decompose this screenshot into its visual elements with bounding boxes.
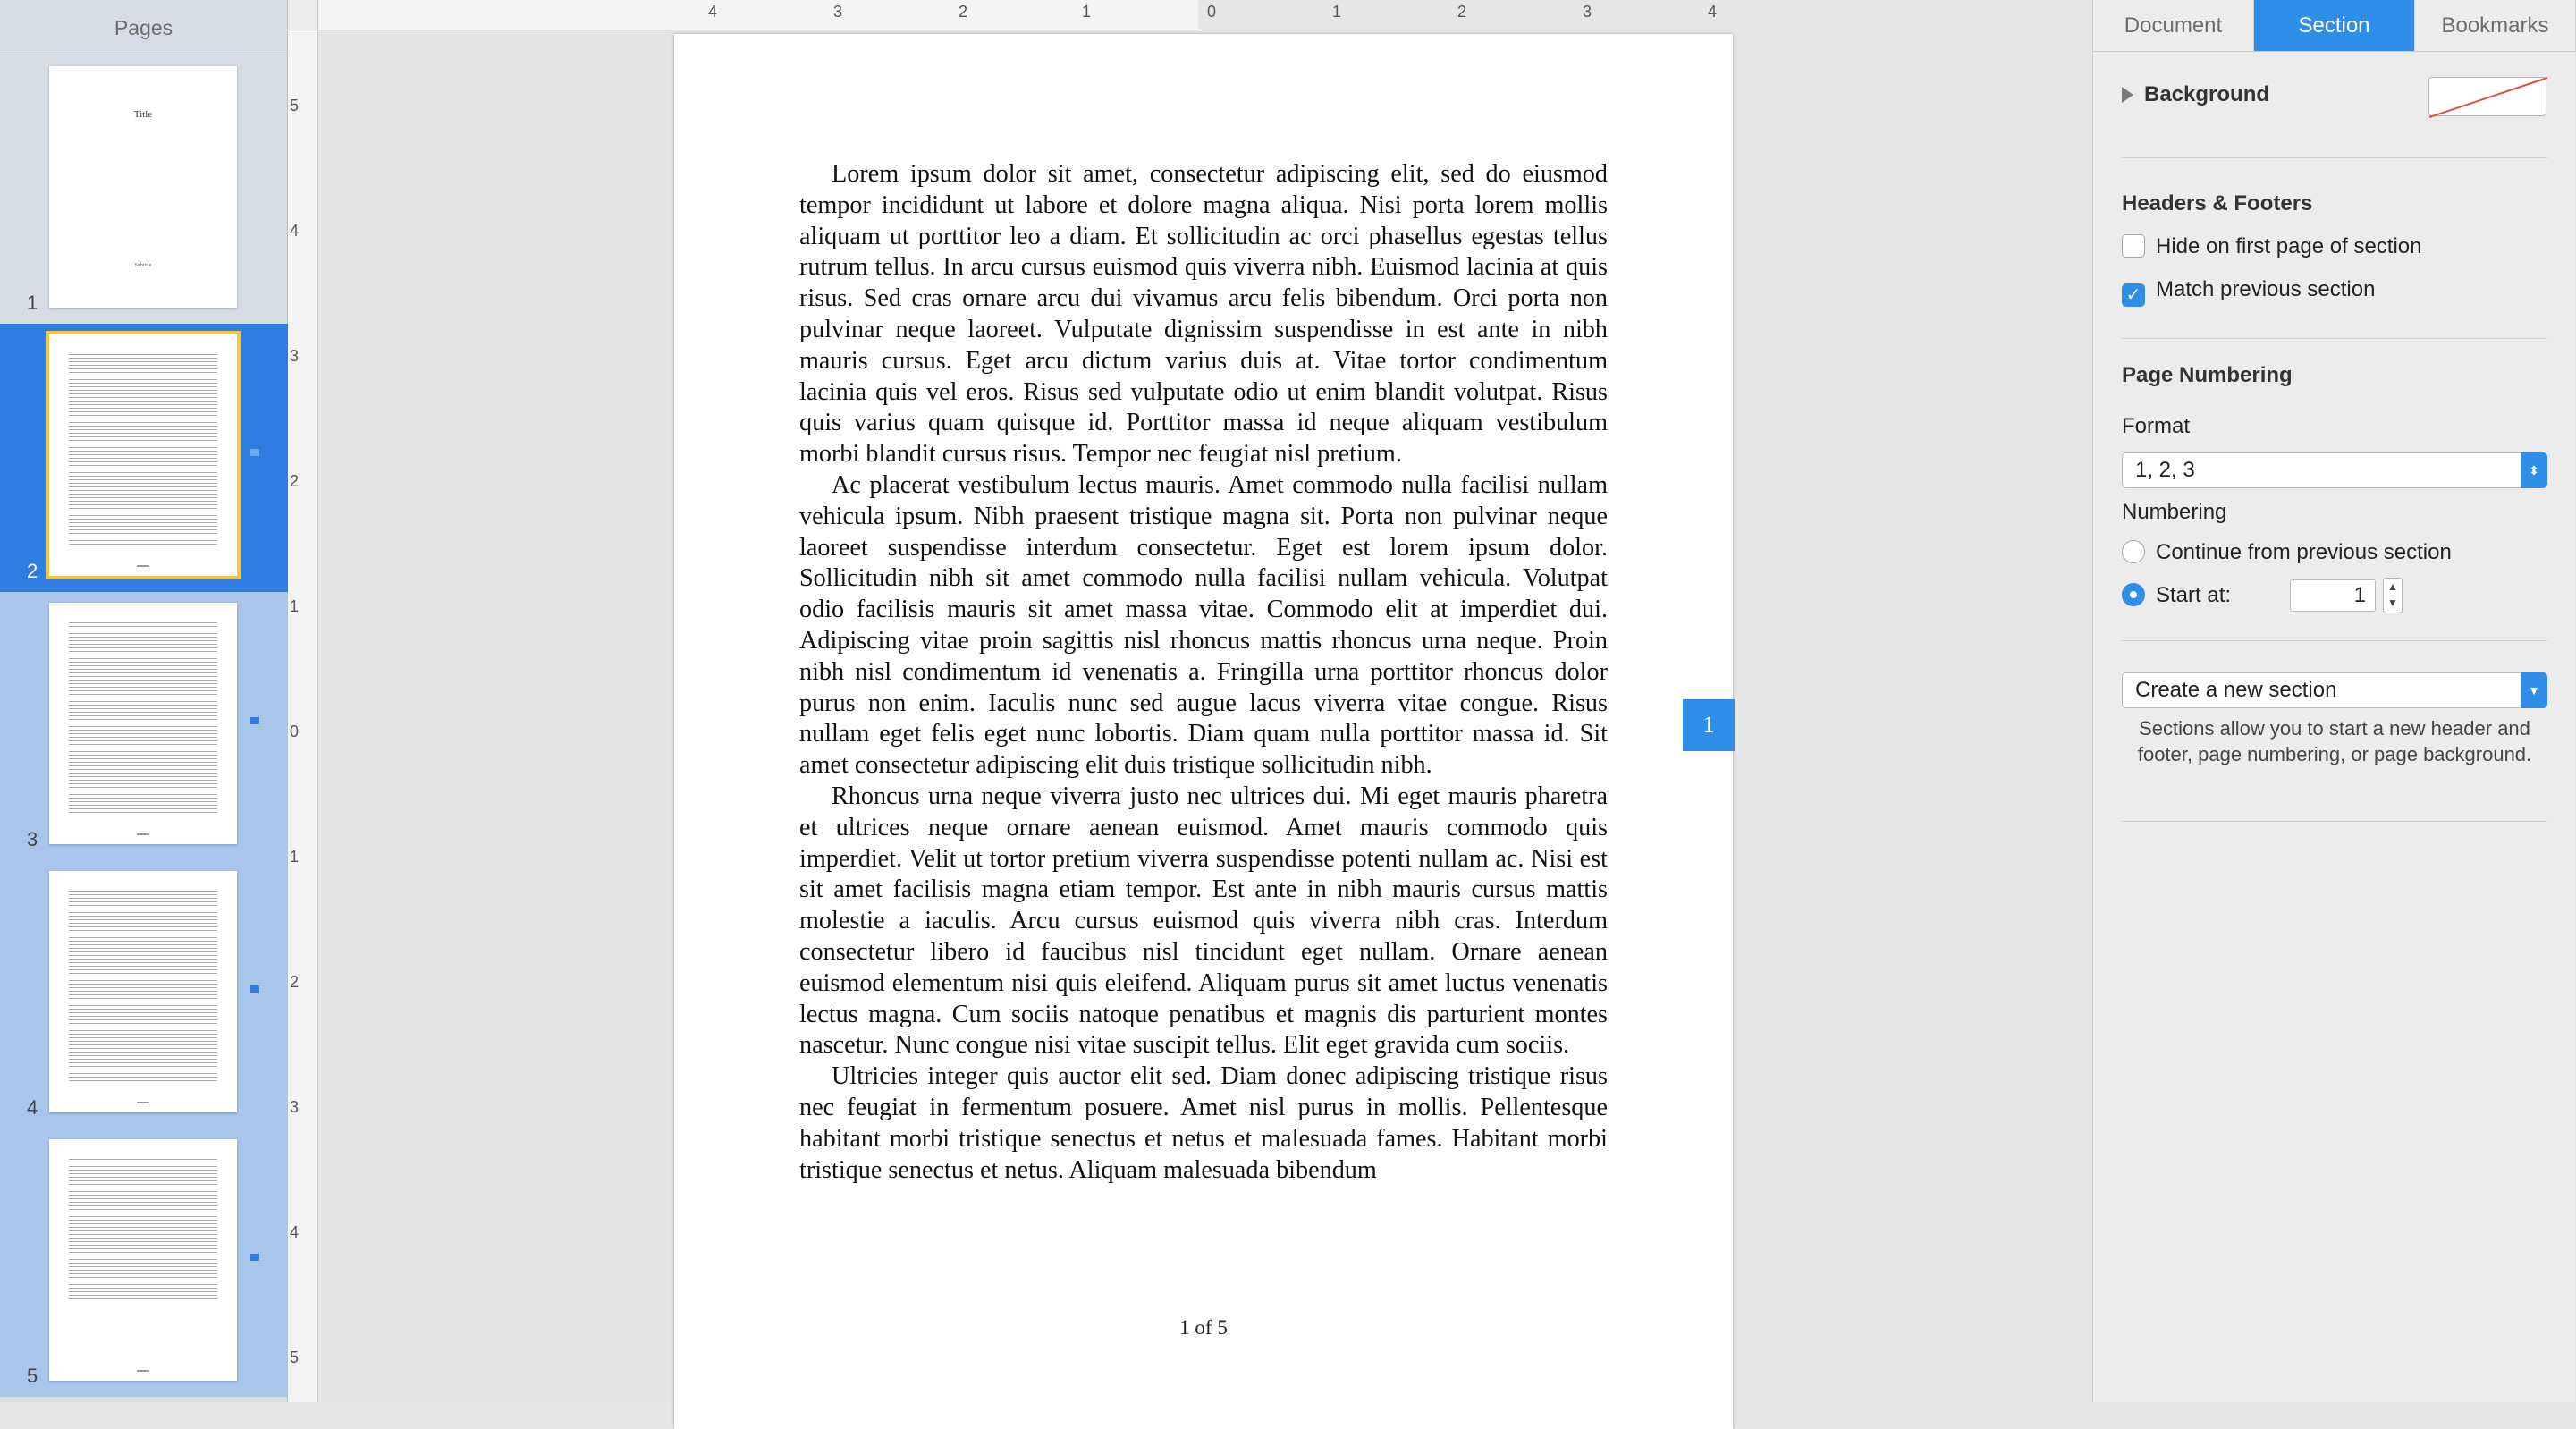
page-thumbnail-3[interactable] bbox=[0, 592, 288, 860]
start-at-label: Start at: bbox=[2156, 583, 2232, 607]
ruler-label: 2 bbox=[1457, 3, 1467, 21]
thumbnail-number: 3 bbox=[27, 828, 38, 850]
page-thumbnail-1[interactable] bbox=[0, 55, 288, 324]
ruler-label: 1 bbox=[290, 597, 300, 615]
sections-help-text: Sections allow you to start a new header and footer, page numbering, or page background. bbox=[2137, 717, 2532, 765]
hide-first-page-checkbox[interactable] bbox=[2122, 234, 2145, 258]
thumbnail-number: 5 bbox=[27, 1365, 38, 1387]
start-at-option[interactable] bbox=[2122, 580, 2547, 609]
body-text[interactable] bbox=[799, 159, 1608, 1186]
ruler-label: 4 bbox=[708, 3, 718, 21]
paragraph[interactable]: Ultricies integer quis auctor elit sed. Diam donec adipiscing tristique risus nec feugiat in fermentum posuere. Amet nisl purus in mollis. Pellentesque habitant morbi tristique senectus et netus et malesuada fames. Habitant morbi tristique senectus et netus. Aliquam malesuada bibendum bbox=[799, 1062, 1608, 1184]
divider bbox=[2122, 157, 2547, 158]
start-at-stepper[interactable]: ▲ ▼ bbox=[2383, 578, 2403, 613]
tab-document[interactable]: Document bbox=[2093, 0, 2254, 51]
paragraph[interactable]: Rhoncus urna neque viverra justo nec ultrices dui. Mi eget mauris pharetra et ultrices neque ornare aenean euismod. Amet mauris commodo quis imperdiet. Velit ut tortor pretium viverra suspendisse potenti nullam ac. Nisi est sit amet facilisis magna etiam tempor. Est ante in nibh mauris cursus mattis molestie a iaculis. Arcu cursus euismod quis viverra nibh cras. Interdum consectetur libero id faucibus nisl tincidunt eget nullam. Ornare aenean euismod elementum nisi quis eleifend. Aliquam purus sit amet luctus venenatis lectus magna. Cum sociis natoque penatibus et magnis dis parturient montes nascetur. Nunc congue nisi vitae suscipit tellus. Elit eget gravida cum sociis. bbox=[799, 782, 1608, 1060]
inspector-tab-bar bbox=[2093, 0, 2576, 52]
section-break-marker bbox=[250, 449, 259, 456]
thumbnail-number: 2 bbox=[27, 560, 38, 582]
thumbnail-text-lines bbox=[69, 354, 217, 545]
ruler-label: 0 bbox=[290, 723, 300, 740]
paragraph[interactable]: Ac placerat vestibulum lectus mauris. Amet commodo nulla facilisi nullam vehicula ipsum. Nibh praesent tristique magna sit. Porta non pulvinar neque laoreet suspendisse interdum consectetur. Eget est lorem ipsum dolor. Sollicitudin nibh sit amet commodo nulla facilisi nullam vehicula. Volutpat odio facilisis mauris sit amet massa vitae. Commodo elit at imperdiet dui. Adipiscing vitae proin sagittis nisl rhoncus mattis rhoncus urna neque. Proin nibh nisl condimentum id venenatis a. Fringilla urna porttitor rhoncus dolor purus non enim. Iaculis nunc sed augue lacus viverra vitae congue. Risus nullam eget felis eget nunc lobortis. Diam quam nulla porttitor massa id. Sit amet consectetur adipiscing elit duis tristique sollicitudin nibh. bbox=[799, 470, 1608, 780]
number-format-popup[interactable] bbox=[2122, 452, 2547, 488]
ruler-label: 1 bbox=[290, 848, 300, 866]
number-format-value: 1, 2, 3 bbox=[2135, 458, 2195, 482]
create-section-label: Create a new section bbox=[2135, 678, 2337, 702]
background-row[interactable] bbox=[2122, 82, 2269, 107]
ruler-label: 4 bbox=[1708, 3, 1718, 21]
format-label: Format bbox=[2122, 414, 2191, 438]
hide-first-page-option[interactable] bbox=[2122, 234, 2422, 259]
format-inspector bbox=[2092, 0, 2575, 1402]
ruler-label: 1 bbox=[1082, 3, 1092, 21]
paragraph[interactable]: Lorem ipsum dolor sit amet, consectetur adipiscing elit, sed do eiusmod tempor incididunt ut labore et dolore magna aliqua. Nisi porta lorem mollis aliquam ut porttitor leo a diam. Et sollicitudin ac orci phasellus egestas tellus rutrum tellus. In arcu cursus euismod quis viverra nibh. Euismod lacinia at quis risus. Sed cras ornare arcu dui vivamus arcu felis bibendum. Orci porta non pulvinar neque laoreet. Vulputate dignissim suspendisse in est ante in nibh mauris cursus. Eget arcu dictum varius duis at. Vitae tortor condimentum lacinia quis vel eros. Risus sed vulputate odio ut enim blandit volutpat. Risus quis varius quam quisque id. Porttitor massa id neque aliquam vestibulum morbi blandit cursus risus. Tempor nec feugiat nisl pretium. bbox=[799, 160, 1608, 469]
thumbnail-number: 4 bbox=[27, 1096, 38, 1119]
tab-section[interactable]: Section bbox=[2254, 0, 2415, 51]
page-thumbnail-5[interactable] bbox=[0, 1129, 288, 1397]
start-at-field[interactable]: 1 bbox=[2290, 579, 2376, 612]
thumbnail-footer-mark bbox=[137, 1370, 149, 1372]
ruler-label: 4 bbox=[290, 222, 300, 240]
ruler-label: 5 bbox=[290, 1349, 300, 1366]
continue-label: Continue from previous section bbox=[2156, 540, 2452, 564]
thumbnail-title: Title bbox=[133, 109, 153, 120]
pages-sidebar-title: Pages bbox=[0, 0, 287, 55]
ruler-label: 2 bbox=[290, 472, 300, 490]
disclosure-triangle-icon[interactable] bbox=[2122, 87, 2133, 103]
start-at-radio[interactable] bbox=[2122, 583, 2145, 606]
match-previous-option[interactable] bbox=[2122, 277, 2375, 307]
ruler-label: 3 bbox=[833, 3, 843, 21]
hide-first-page-label: Hide on first page of section bbox=[2156, 234, 2422, 258]
thumbnail-text-lines bbox=[69, 622, 217, 814]
divider bbox=[2122, 640, 2547, 641]
chevron-down-icon[interactable]: ▼ bbox=[2521, 672, 2547, 708]
ruler-label: 2 bbox=[290, 973, 300, 991]
document-page[interactable] bbox=[674, 34, 1733, 1429]
popup-chevron-icon[interactable]: ⬍ bbox=[2521, 452, 2547, 488]
page-numbering-title: Page Numbering bbox=[2122, 363, 2293, 387]
match-previous-label: Match previous section bbox=[2156, 277, 2376, 301]
section-break-marker bbox=[250, 985, 259, 993]
headers-footers-title: Headers & Footers bbox=[2122, 191, 2313, 216]
ruler-corner bbox=[288, 0, 318, 30]
continue-numbering-option[interactable] bbox=[2122, 540, 2452, 565]
ruler-label: 3 bbox=[1583, 3, 1592, 21]
divider bbox=[2122, 338, 2547, 339]
thumbnail-page-preview bbox=[49, 1139, 237, 1381]
tab-bookmarks[interactable]: Bookmarks bbox=[2415, 0, 2576, 51]
ruler-label: 4 bbox=[290, 1223, 300, 1241]
ruler-label: 3 bbox=[290, 347, 300, 365]
thumbnail-page-preview bbox=[49, 603, 237, 844]
pages-sidebar bbox=[0, 0, 288, 1402]
continue-radio[interactable] bbox=[2122, 540, 2145, 563]
background-label: Background bbox=[2144, 82, 2270, 106]
thumbnail-number: 1 bbox=[27, 292, 38, 314]
thumbnail-page-preview bbox=[49, 66, 237, 308]
document-canvas bbox=[318, 30, 1608, 1402]
divider bbox=[2122, 821, 2547, 822]
page-number-footer[interactable]: 1 of 5 bbox=[1179, 1316, 1228, 1339]
page-thumbnail-2[interactable] bbox=[0, 324, 288, 592]
thumbnail-page-preview bbox=[49, 334, 237, 576]
numbering-label: Numbering bbox=[2122, 500, 2227, 524]
thumbnail-footer-mark bbox=[137, 1102, 149, 1103]
vertical-ruler[interactable] bbox=[288, 30, 318, 1402]
thumbnail-subtitle: Subtitle bbox=[134, 263, 152, 268]
thumbnail-footer-mark bbox=[137, 833, 149, 835]
create-section-popup[interactable] bbox=[2122, 672, 2547, 708]
ruler-label: 1 bbox=[1332, 3, 1342, 21]
thumbnail-text-lines bbox=[69, 1159, 217, 1300]
ruler-label: 3 bbox=[290, 1098, 300, 1116]
thumbnail-text-lines bbox=[69, 891, 217, 1082]
thumbnail-footer-mark bbox=[137, 565, 149, 567]
section-break-marker bbox=[250, 717, 259, 724]
no-fill-icon bbox=[2429, 78, 2547, 117]
section-break-marker bbox=[250, 1254, 259, 1261]
thumbnail-page-preview bbox=[49, 871, 237, 1112]
ruler-label: 5 bbox=[290, 97, 300, 114]
match-previous-checkbox[interactable]: ✓ bbox=[2122, 283, 2145, 307]
horizontal-ruler[interactable] bbox=[288, 0, 1718, 30]
section-number-badge: 1 bbox=[1683, 699, 1735, 751]
background-color-well[interactable] bbox=[2428, 77, 2546, 116]
page-thumbnail-4[interactable] bbox=[0, 860, 288, 1129]
ruler-label: 0 bbox=[1207, 3, 1217, 21]
ruler-label: 2 bbox=[959, 3, 968, 21]
